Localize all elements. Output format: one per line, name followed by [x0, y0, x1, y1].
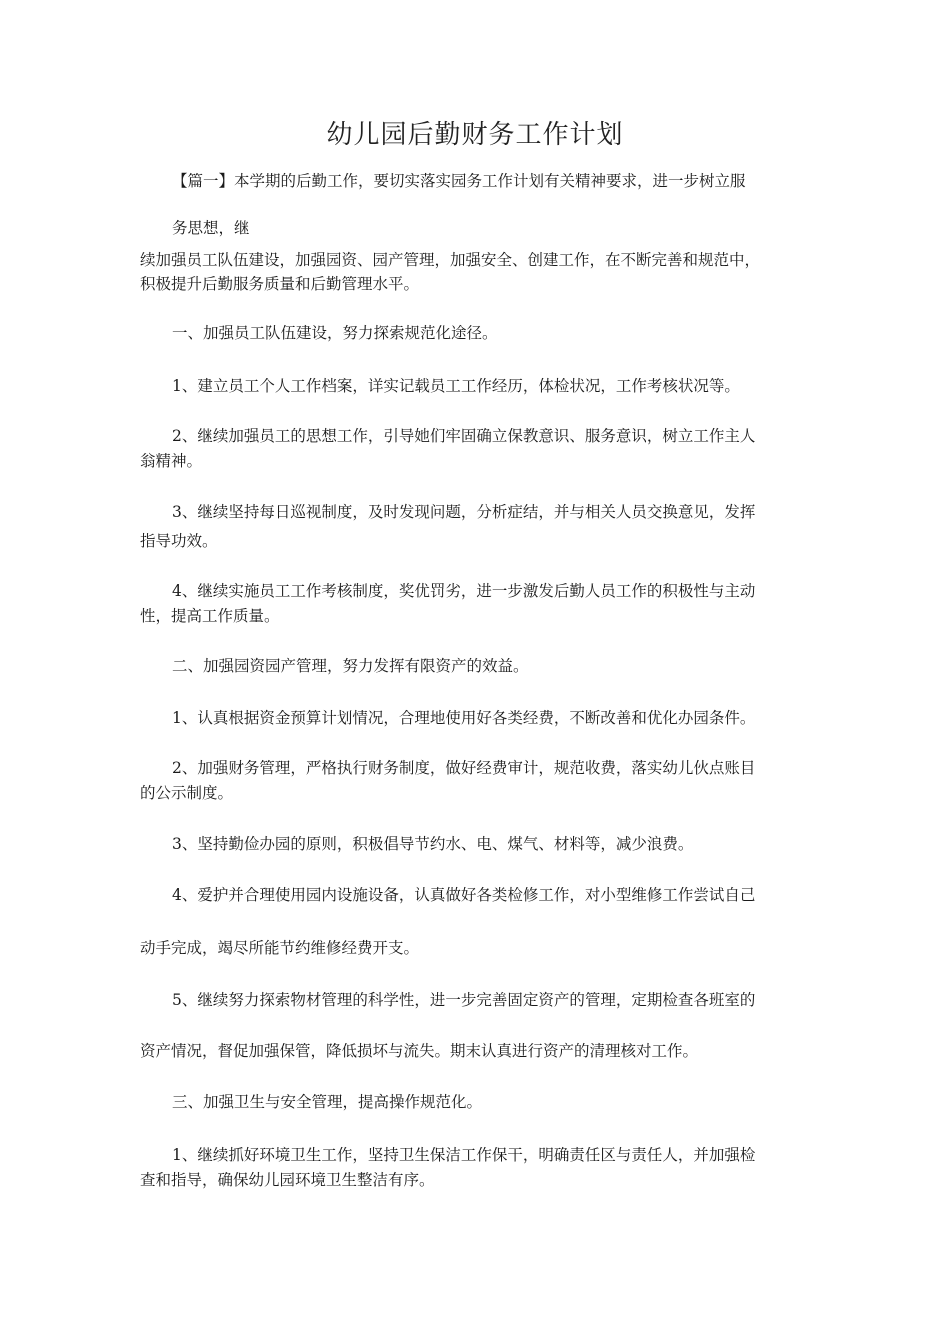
- paragraph-line: 3、继续坚持每日巡视制度，及时发现问题，分析症结，并与相关人员交换意见，发挥: [172, 503, 756, 521]
- paragraph-line: 查和指导，确保幼儿园环境卫生整洁有序。: [140, 1171, 435, 1189]
- paragraph-line: 1、继续抓好环境卫生工作，坚持卫生保洁工作保干，明确责任区与责任人，并加强检: [172, 1146, 756, 1164]
- paragraph-line: 5、继续努力探索物材管理的科学性，进一步完善固定资产的管理，定期检查各班室的: [172, 991, 756, 1009]
- paragraph-line: 性，提高工作质量。: [140, 607, 280, 625]
- paragraph-line: 翁精神。: [140, 452, 203, 470]
- paragraph-line: 3、坚持勤俭办园的原则，积极倡导节约水、电、煤气、材料等，减少浪费。: [172, 835, 694, 853]
- paragraph-line: 【篇一】本学期的后勤工作，要切实落实园务工作计划有关精神要求，进一步树立服: [172, 172, 746, 190]
- paragraph-line: 务思想，继: [172, 219, 250, 237]
- paragraph-line: 续加强员工队伍建设，加强园资、园产管理，加强安全、创建工作，在不断完善和规范中，: [140, 251, 761, 269]
- paragraph-line: 动手完成，竭尽所能节约维修经费开支。: [140, 939, 420, 957]
- paragraph-line: 2、加强财务管理，严格执行财务制度，做好经费审计，规范收费，落实幼儿伙点账目: [172, 759, 756, 777]
- paragraph-line: 1、认真根据资金预算计划情况，合理地使用好各类经费，不断改善和优化办园条件。: [172, 709, 756, 727]
- section-heading: 一、加强员工队伍建设，努力探索规范化途径。: [172, 324, 498, 342]
- document-title: 幼儿园后勤财务工作计划: [326, 120, 624, 150]
- paragraph-line: 资产情况，督促加强保管，降低损坏与流失。期末认真进行资产的清理核对工作。: [140, 1042, 699, 1060]
- section-heading: 三、加强卫生与安全管理，提高操作规范化。: [172, 1093, 483, 1111]
- paragraph-line: 的公示制度。: [140, 784, 234, 802]
- paragraph-line: 积极提升后勤服务质量和后勤管理水平。: [140, 275, 420, 293]
- paragraph-line: 4、爱护并合理使用园内设施设备，认真做好各类检修工作，对小型维修工作尝试自己: [172, 886, 756, 904]
- paragraph-line: 4、继续实施员工工作考核制度，奖优罚劣，进一步激发后勤人员工作的积极性与主动: [172, 582, 756, 600]
- section-heading: 二、加强园资园产管理，努力发挥有限资产的效益。: [172, 657, 529, 675]
- paragraph-line: 2、继续加强员工的思想工作，引导她们牢固确立保教意识、服务意识，树立工作主人: [172, 427, 756, 445]
- paragraph-line: 1、建立员工个人工作档案，详实记载员工工作经历，体检状况，工作考核状况等。: [172, 377, 740, 395]
- paragraph-line: 指导功效。: [140, 532, 218, 550]
